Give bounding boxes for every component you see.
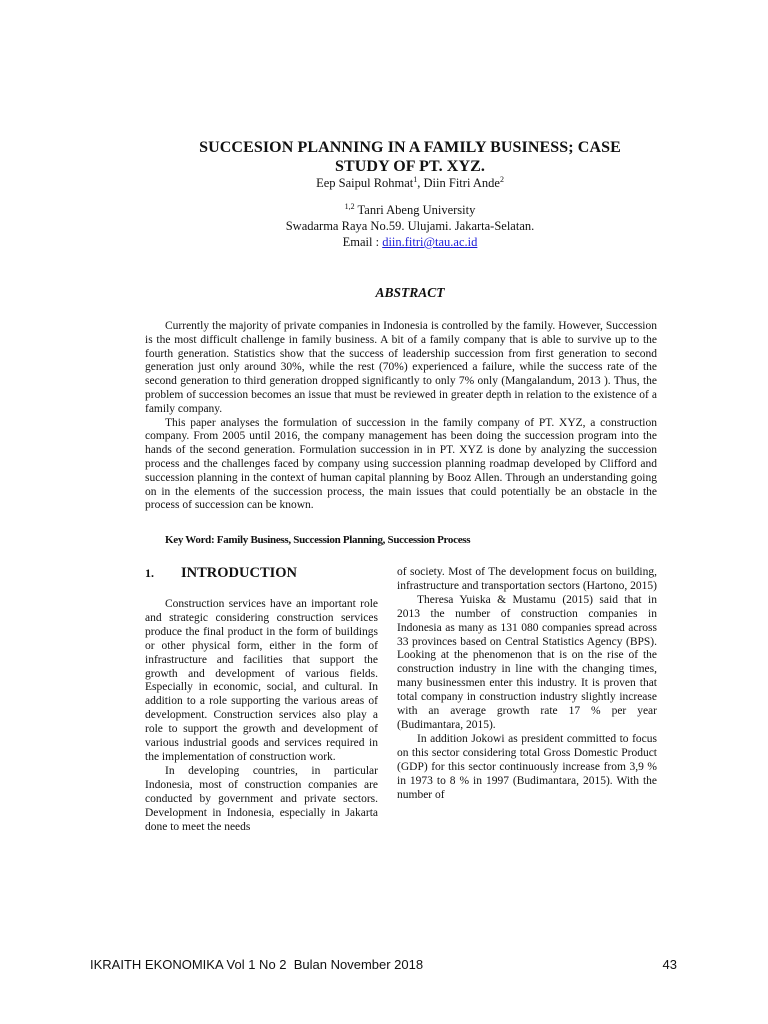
journal-citation: IKRAITH EKONOMIKA Vol 1 No 2 Bulan November 2018: [90, 957, 424, 972]
body-paragraph: Construction services have an important role and strategic considering construction services produce the final product in the form of buildings or other physical form, either in the form of infrastructure and facilities that support the growth and development of various fields. Especially in economic, social, and cultural. In addition to a role supporting the various areas of development. Construction services also play a role to support the growth and development of various industrial goods and services required in the implementation of construction work.: [145, 598, 378, 763]
keywords: Key Word: Family Business, Succession Planning, Succession Process: [165, 534, 471, 546]
title-line-1: SUCCESION PLANNING IN A FAMILY BUSINESS; CASE: [199, 139, 621, 156]
paper-title: [150, 138, 670, 176]
email-link[interactable]: diin.fitri@tau.ac.id: [382, 235, 478, 249]
abstract-body: [145, 320, 657, 513]
author-separator: ,: [417, 176, 424, 190]
affiliation-name: Tanri Abeng University: [357, 203, 476, 217]
affiliation-line: [150, 202, 670, 218]
affiliation-mark: 1,2: [344, 202, 355, 211]
section-title: INTRODUCTION: [181, 565, 298, 581]
affiliation-address: Swadarma Raya No.59. Ulujami. Jakarta-Selatan.: [285, 219, 535, 233]
abstract-paragraph: This paper analyses the formulation of succession in the family company of PT. XYZ, a construction company. From 2005 until 2016, the company management has been doing the succession program into the hands of the second generation. Formulation succession in in PT. XYZ is done by analyzing the succession process and the challenges faced by company using succession planning roadmap developed by Clifford and succession planning in the context of human capital planning by Booz Allen. Through an understanding going on in the elements of the succession process, the main issues that could potentially be an obstacle in the process of succession can be known.: [145, 416, 657, 512]
section-heading-introduction: [145, 565, 297, 582]
body-paragraph-continued: of society. Most of The development focus on building, infrastructure and transportation sectors (Hartono, 2015): [397, 566, 657, 592]
page-number: 43: [662, 957, 677, 972]
author-list: [150, 175, 670, 191]
left-column: [145, 598, 378, 834]
email-label: Email :: [342, 235, 383, 249]
abstract-paragraph: Currently the majority of private companies in Indonesia is controlled by the family. However, Succession is the most difficult challenge in family business. A bit of a family company that is able to survive up to the fourth generation. Statistics show that the success of leadership succession from first generation to second generation just only around 30%, while the rest (70%) experienced a failure, while the success rate of the second generation to third generation dropped significantly to only 7% only (Mangalandum, 2013 ). Thus, the problem of succession becomes an issue that must be reviewed in greater depth in relation to the existence of a family company.: [145, 320, 657, 415]
author-1-affiliation-mark: 1: [413, 175, 418, 184]
affiliation-block: [150, 202, 670, 250]
body-paragraph: In addition Jokowi as president committed to focus on this sector considering total Gross Domestic Product (GDP) for this sector continuously increase from 3,9 % in 1973 to 8 % in 1997 (Budimantara, 2015). With the number of: [397, 732, 657, 801]
author-2: Diin Fitri Ande: [423, 176, 500, 190]
abstract-heading: ABSTRACT: [375, 285, 445, 300]
body-paragraph: In developing countries, in particular Indonesia, most of construction companies are conducted by government and private sectors. Development in Indonesia, especially in Jakarta done to meet the needs: [145, 764, 378, 833]
body-paragraph: Theresa Yuiska & Mustamu (2015) said that in 2013 the number of construction companies in Indonesia as many as 131 080 companies spread across 33 provinces based on Central Statistics Agency (BPS). Looking at the phenomenon that is on the rise of the construction industry in line with the changing times, many businessmen enter this industry. It is proven that total company in construction industry slightly increase with an average growth rate 17 % per year (Budimantara, 2015).: [397, 593, 657, 731]
right-column: [397, 566, 657, 802]
title-line-2: STUDY OF PT. XYZ.: [334, 158, 485, 175]
section-number: 1.: [145, 566, 154, 580]
author-2-affiliation-mark: 2: [499, 175, 504, 184]
author-1: Eep Saipul Rohmat: [316, 176, 414, 190]
email-line: [150, 234, 670, 250]
